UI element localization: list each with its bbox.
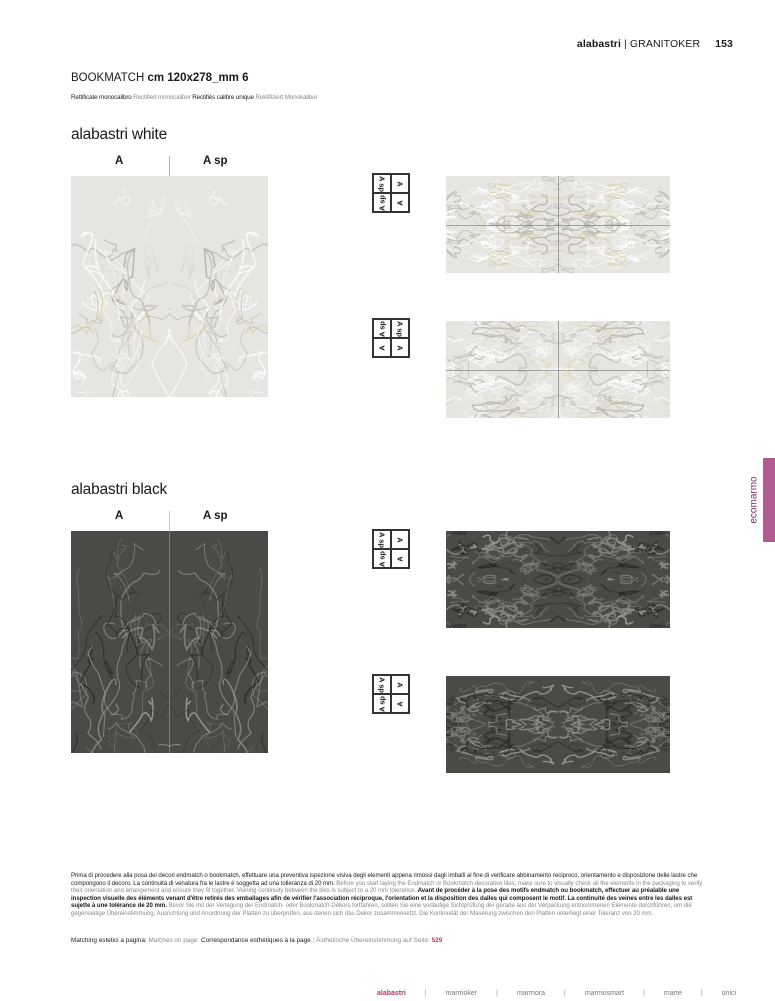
matching-line — [71, 937, 442, 944]
tile-joint-vertical — [558, 676, 559, 773]
tile-joint-vertical — [558, 176, 559, 273]
bottom-nav — [377, 990, 736, 997]
note-en: Before you start laying the Endmatch or Bookmatch decorative tiles, make sure to visually check all the elements in the packaging to verify their orientation and arrangement and ensure they fit together. Veining continuity between the tiles is subject to a 20 mm tolerance. — [71, 879, 703, 895]
note-fr: Avant de procéder à la pose des motifs endmatch ou bookmatch, effectuer au préalable une inspection visuelle des éléments venant d'être retirés des emballages afin de vérifier l'association réciproque, l'orientation et la disposition des dalles qui composent le motif. La continuité des veines entre les dalles est sujette à une tolérance de 20 mm. — [71, 887, 693, 910]
slab-pair-white — [71, 176, 268, 397]
nav-separator: | — [700, 990, 703, 997]
grid-cell-label: A sp — [377, 676, 387, 693]
grid-cell — [373, 319, 391, 338]
grid-cell-label: A — [395, 199, 405, 206]
orientation-grid-black-2 — [372, 674, 410, 714]
subtitle-de: Rektifiziert Monokaliber — [255, 94, 318, 101]
header-brand: alabastri — [576, 38, 622, 50]
section-title-white: alabastri white — [71, 126, 168, 143]
nav-separator: | — [424, 990, 427, 997]
slab-divider-black — [169, 511, 170, 753]
subtitle — [71, 94, 317, 101]
matching-de: Ästhetische Übereinstimmung auf Seite: — [316, 937, 430, 944]
grid-cell-label: A sp — [377, 695, 387, 712]
grid-cell — [373, 174, 391, 193]
note-de: Bevor Sie mit der Verlegung der Endmatch- oder Bookmatch-Dekors fortfahren, sollten Sie eine vorläufige Sichtprüfung der gerade aus der Verpackung entnommenen Elemente durchführen, um die gegenseitige Übereinstimmung, Ausrichtung und Anordnung der Platten zu überprüfen, aus denen sich das Dekor zusammensetzt. Die Kontinuität der Maserung zwischen den Platten unterliegt einer Toleranz von 20 mm. — [71, 902, 692, 917]
label-a-black: A — [115, 510, 124, 522]
nav-item-marmora[interactable]: marmora — [516, 990, 545, 997]
tile-joint-vertical — [558, 531, 559, 628]
label-a-white: A — [115, 155, 124, 167]
nav-separator: | — [643, 990, 645, 997]
subtitle-it: Rettificate monocalibro — [71, 94, 132, 101]
grid-cell-label: A sp — [377, 320, 387, 337]
header-collection: GRANITOKER — [629, 38, 701, 50]
label-asp-black: A sp — [203, 510, 228, 522]
grid-cell-label: A sp — [377, 550, 387, 567]
tile-joint-vertical — [558, 321, 559, 418]
grid-cell-label: A — [395, 700, 405, 707]
subtitle-en: Rectified monocaliber — [133, 94, 191, 101]
matching-fr: Correspondance esthétiques à la page : — [201, 937, 315, 944]
matching-en: Matches on page: — [148, 937, 200, 944]
marble-texture — [71, 176, 268, 397]
grid-cell-label: A sp — [395, 320, 405, 337]
grid-cell-label: A — [395, 344, 405, 351]
grid-cell — [373, 675, 391, 694]
grid-cell-label: A — [377, 344, 387, 351]
header-separator: | — [624, 38, 627, 50]
orientation-grid-white-1 — [372, 173, 410, 213]
nav-item-onici[interactable]: onici — [721, 990, 737, 997]
grid-cell — [391, 694, 409, 713]
side-tab[interactable] — [763, 458, 775, 542]
note-it: Prima di procedere alla posa dei decori endmatch o bookmatch, effettuare una preventiva ispezione visiva degli elementi appena rimossi dagli imballi al fine di verificare abbinamento reciproco, orientamento e disposizione delle lastre che compongono il decoro. La continuità di venatura fra le lastre è soggetta ad una tolleranza di 20 mm. — [71, 872, 698, 887]
grid-cell-label: A — [395, 555, 405, 562]
bookmatch-title — [71, 72, 249, 84]
bookmatch-panel-black-1 — [446, 531, 670, 628]
matching-it: Matching estetici a pagina: — [71, 937, 147, 944]
title-spec: cm 120x278_mm 6 — [147, 72, 249, 84]
grid-cell — [391, 338, 409, 357]
bookmatch-panel-black-2 — [446, 676, 670, 773]
nav-separator: | — [496, 990, 498, 997]
nav-item-marmosmart[interactable]: marmosmart — [584, 990, 625, 997]
grid-cell-label: A — [395, 536, 405, 543]
page-number: 153 — [715, 38, 733, 50]
installation-note — [71, 872, 707, 918]
nav-item-marte[interactable]: marte — [663, 990, 682, 997]
grid-cell-label: A sp — [377, 175, 387, 192]
grid-cell-label: A — [395, 180, 405, 187]
bookmatch-panel-white-2 — [446, 321, 670, 418]
grid-cell — [373, 193, 391, 212]
title-prefix: BOOKMATCH — [71, 72, 145, 84]
grid-cell-label: A — [395, 681, 405, 688]
nav-item-alabastri[interactable]: alabastri — [377, 990, 406, 997]
orientation-grid-black-1 — [372, 529, 410, 569]
grid-cell-label: A sp — [377, 531, 387, 548]
grid-cell — [373, 338, 391, 357]
side-tab-label — [747, 458, 761, 542]
grid-cell — [391, 193, 409, 212]
grid-cell — [373, 530, 391, 549]
section-title-black: alabastri black — [71, 481, 168, 498]
grid-cell — [391, 530, 409, 549]
nav-item-marmoker[interactable]: marmoker — [445, 990, 478, 997]
grid-cell — [391, 549, 409, 568]
side-tab-text: ecomarmo — [748, 476, 760, 524]
grid-cell — [391, 319, 409, 338]
page-header — [577, 38, 733, 50]
matching-page-link[interactable]: 529 — [431, 937, 443, 944]
grid-cell-label: A sp — [377, 194, 387, 211]
label-asp-white: A sp — [203, 155, 228, 167]
subtitle-fr: Rectifiés calibre unique — [192, 94, 254, 101]
grid-cell — [391, 174, 409, 193]
grid-cell — [373, 694, 391, 713]
grid-cell — [391, 675, 409, 694]
bookmatch-panel-white-1 — [446, 176, 670, 273]
grid-cell — [373, 549, 391, 568]
orientation-grid-white-2 — [372, 318, 410, 358]
nav-separator: | — [563, 990, 566, 997]
